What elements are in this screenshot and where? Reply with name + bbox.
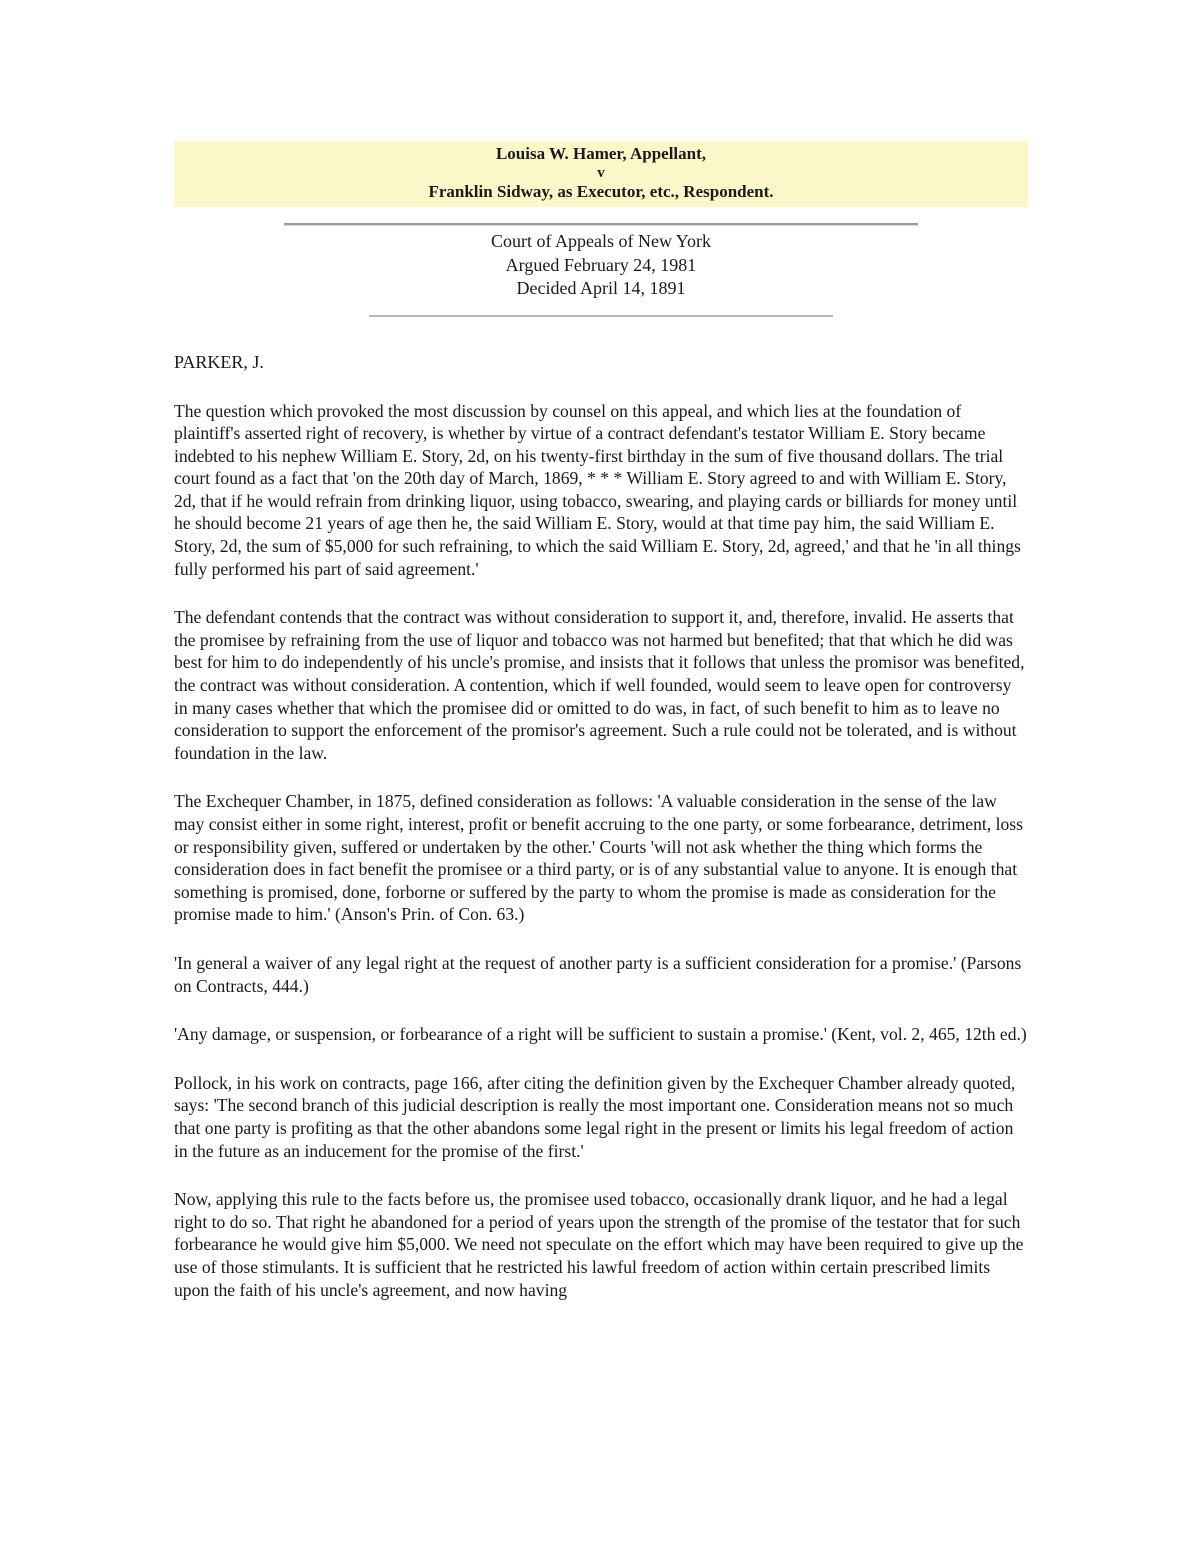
appellant-line: Louisa W. Hamer, Appellant, bbox=[495, 144, 707, 163]
argued-date: Argued February 24, 1981 bbox=[505, 254, 697, 275]
opinion-paragraph: 'In general a waiver of any legal right at the request of another party is a sufficient consideration for a promise.' (Parsons on Contracts, 444.) bbox=[174, 952, 1022, 996]
respondent-line: Franklin Sidway, as Executor, etc., Respondent. bbox=[428, 182, 774, 201]
case-caption bbox=[174, 141, 1028, 207]
court-name: Court of Appeals of New York bbox=[491, 231, 711, 251]
versus-line: v bbox=[597, 165, 605, 181]
opinion-paragraph: Now, applying this rule to the facts before us, the promisee used tobacco, occasionally drank liquor, and he had a legal right to do so. That right he abandoned for a period of years upon the strength of the promise of the testator that for such forbearance he would give him $5,000. We need not speculate on the effort which may have been required to give up the use of those stimulants. It is sufficient that he restricted his lawful freedom of action within certain prescribed limits upon the faith of his uncle's agreement, and now having bbox=[174, 1189, 1024, 1300]
opinion-paragraph: 'Any damage, or suspension, or forbearance of a right will be sufficient to sustain a promise.' (Kent, vol. 2, 465, 12th ed.) bbox=[174, 1024, 1027, 1045]
opinion-body bbox=[174, 400, 1028, 1302]
document-page bbox=[174, 141, 1028, 1319]
opinion-paragraph: The defendant contends that the contract was without consideration to support it, and, therefore, invalid. He asserts that the promisee by refraining from the use of liquor and tobacco was not harmed but benefited; that that which he did was best for him to do independently of his uncle's promise, and insists that it follows that unless the promisor was benefited, the contract was without consideration. A contention, which if well founded, would seem to leave open for controversy in many cases whether that which the promisee did or omitted to do was, in fact, of such benefit to him as to leave no consideration to support the enforcement of the promisor's agreement. Such a rule could not be tolerated, and is without foundation in the law. bbox=[174, 607, 1025, 763]
opinion-paragraph: The Exchequer Chamber, in 1875, defined consideration as follows: 'A valuable consideration in the sense of the law may consist either in some right, interest, profit or benefit accruing to the one party, or some forbearance, detriment, loss or responsibility given, suffered or undertaken by the other.' Courts 'will not ask whether the thing which forms the consideration does in fact benefit the promisee or a third party, or is of any substantial value to anyone. It is enough that something is promised, done, forborne or suffered by the party to whom the promise is made as consideration for the promise made to him.' (Anson's Prin. of Con. 63.) bbox=[174, 791, 1023, 925]
opinion-paragraph: The question which provoked the most discussion by counsel on this appeal, and which lies at the foundation of plaintiff's asserted right of recovery, is whether by virtue of a contract defendant's testator William E. Story became indebted to his nephew William E. Story, 2d, on his twenty-first birthday in the sum of five thousand dollars. The trial court found as a fact that 'on the 20th day of March, 1869, * * * William E. Story agreed to and with William E. Story, 2d, that if he would refrain from drinking liquor, using tobacco, swearing, and playing cards or billiards for money until he should become 21 years of age then he, the said William E. Story, would at that time pay him, the said William E. Story, 2d, the sum of $5,000 for such refraining, to which the said William E. Story, 2d, agreed,' and that he 'in all things fully performed his part of said agreement.' bbox=[174, 400, 1021, 579]
court-info-divider bbox=[369, 315, 833, 317]
opinion-paragraph: Pollock, in his work on contracts, page 166, after citing the definition given by the Exchequer Chamber already quoted, says: 'The second branch of this judicial description is really the most important one. Consideration means not so much that one party is profiting as that the other abandons some legal right in the present or limits his legal freedom of action in the future as an inducement for the promise of the first.' bbox=[174, 1072, 1016, 1161]
caption-divider bbox=[284, 223, 918, 226]
decided-date: Decided April 14, 1891 bbox=[516, 278, 686, 298]
court-info bbox=[174, 230, 1028, 301]
judge-name: PARKER, J. bbox=[174, 351, 264, 372]
